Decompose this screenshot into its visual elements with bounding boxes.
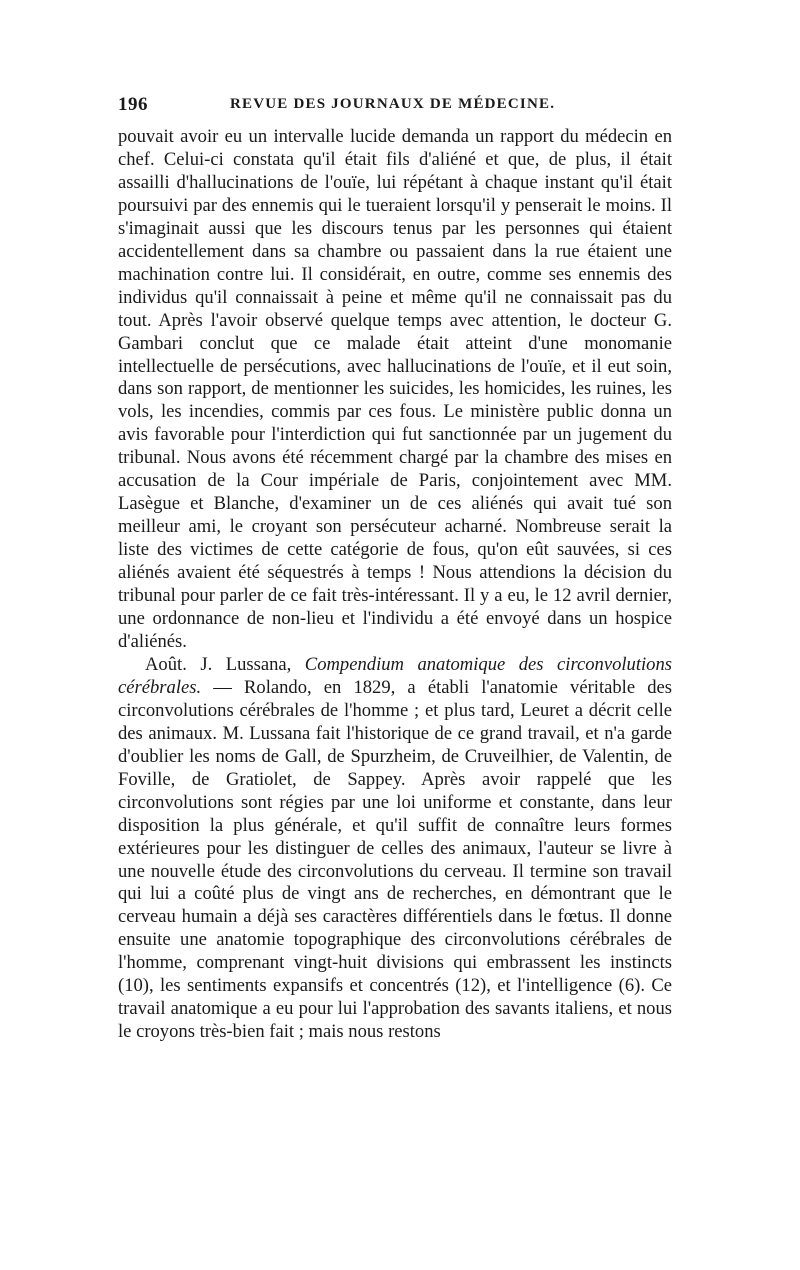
paragraph-lussana	[118, 654, 672, 1044]
running-title: REVUE DES JOURNAUX DE MÉDECINE.	[230, 96, 556, 112]
body-text	[118, 126, 672, 1044]
running-head	[118, 94, 678, 118]
paragraph-continuation: pouvait avoir eu un intervalle lucide demanda un rapport du médecin en chef. Celui-ci constata qu'il était fils d'aliéné et que, de plus, il était assailli d'hallucinations de l'ouïe, lui répétant à chaque instant qu'il était poursuivi par des ennemis qui le tueraient lorsqu'il y penserait le moins. Il s'imaginait aussi que les discours tenus par les personnes qui étaient accidentellement dans sa chambre ou passaient dans la rue étaient une machination contre lui. Il considérait, en outre, comme ses ennemis des individus qu'il connaissait à peine et même qu'il ne connaissait pas du tout. Après l'avoir observé quelque temps avec attention, le docteur G. Gambari conclut que ce malade était atteint d'une monomanie intellectuelle de persécutions, avec hallucinations de l'ouïe, et il eut soin, dans son rapport, de mentionner les suicides, les homicides, les ruines, les vols, les incendies, commis par ces fous. Le ministère public donna un avis favorable pour l'interdiction qui fut sanctionnée par un jugement du tribunal. Nous avons été récemment chargé par la chambre des mises en accusation de la Cour impériale de Paris, conjointement avec MM. Lasègue et Blanche, d'examiner un de ces aliénés qui avait tué son meilleur ami, le croyant son persécuteur acharné. Nombreuse serait la liste des victimes de cette catégorie de fous, qu'on eût sauvées, si ces aliénés avaient été séquestrés à temps ! Nous attendions la décision du tribunal pour parler de ce fait très-intéressant. Il y a eu, le 12 avril dernier, une ordonnance de non-lieu et l'individu a été envoyé dans un hospice d'aliénés.	[118, 126, 672, 652]
work-title: Compendium anatomique des circonvolutions cérébrales.	[118, 653, 673, 698]
paragraph-lead: Août. J. Lussana,	[145, 653, 305, 675]
paragraph-body: — Rolando, en 1829, a établi l'anatomie véritable des circonvolutions cérébrales de l'homme ; et plus tard, Leuret a décrit celle des animaux. M. Lussana fait l'historique de ce grand travail, et n'a garde d'oublier les noms de Gall, de Spurzheim, de Cruveilhier, de Valentin, de Foville, de Gratiolet, de Sappey. Après avoir rappelé que les circonvolutions sont régies par une loi uniforme et constante, dans leur disposition la plus générale, et qu'il suffit de connaître leurs formes extérieures pour les distinguer de celles des animaux, l'auteur se livre à une nouvelle étude des circonvolutions du cerveau. Il termine son travail qui lui a coûté plus de vingt ans de recherches, en démontrant que le cerveau humain a déjà ses caractères différentiels dans le fœtus. Il donne ensuite une anatomie topographique des circonvolutions cérébrales de l'homme, comprenant vingt-huit divisions qui embrassent les instincts (10), les sentiments expansifs et concentrés (12), et l'intelligence (6). Ce travail anatomique a eu pour lui l'approbation des savants italiens, et nous le croyons très-bien fait ; mais nous restons	[118, 676, 672, 1043]
page-number: 196	[118, 94, 148, 115]
